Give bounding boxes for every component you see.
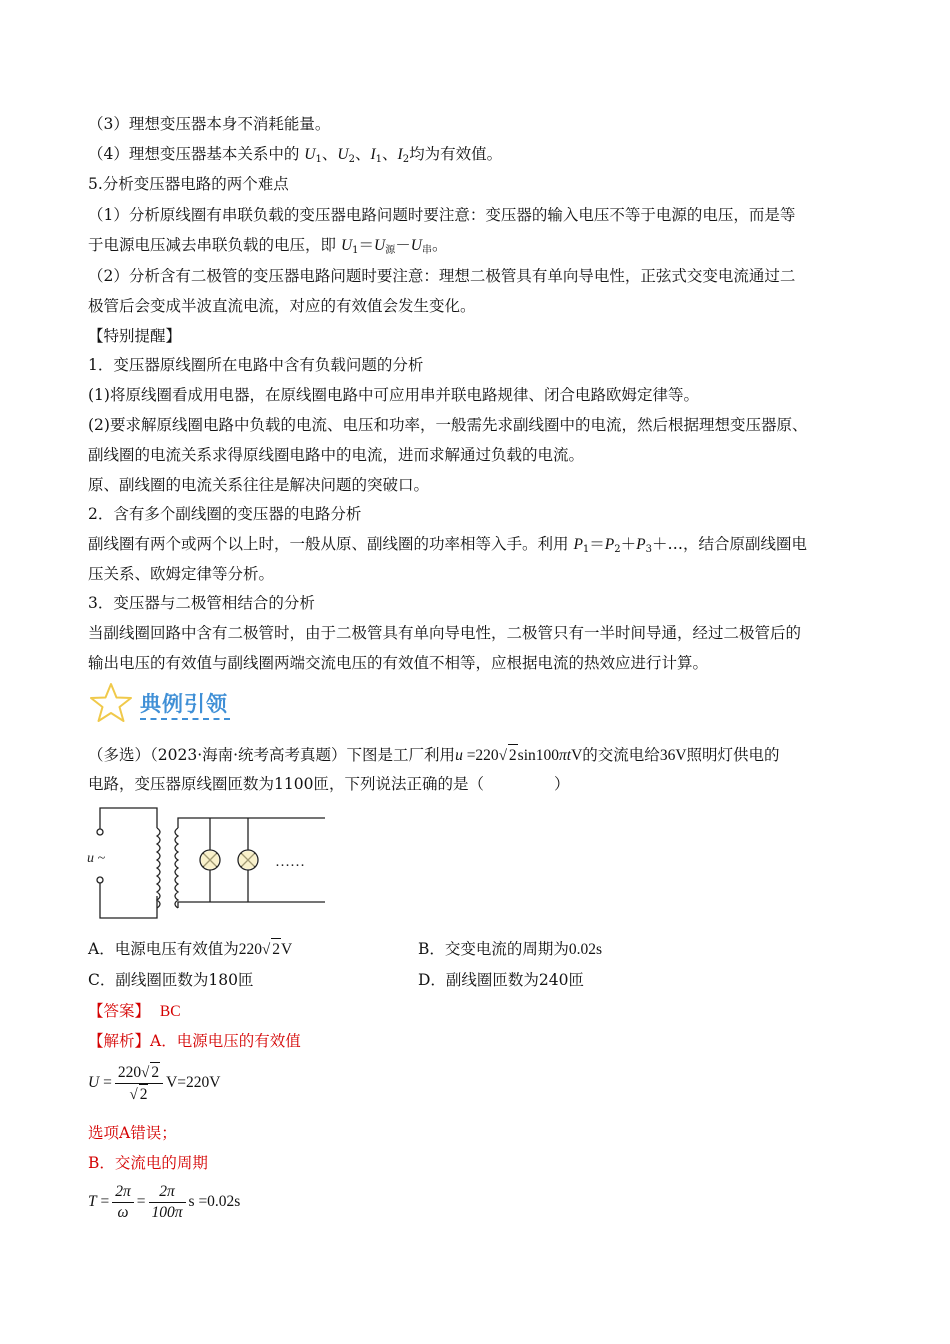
var-u: U — [337, 146, 349, 163]
question-line-1 — [88, 744, 780, 767]
subscript: 2 — [402, 154, 410, 165]
operator: ＝ — [358, 236, 375, 254]
operator: ＋ — [620, 535, 637, 553]
analysis-line — [88, 1030, 301, 1052]
choice-text: B．交变电流的周期为 — [418, 940, 569, 958]
var-p: P — [573, 536, 583, 553]
numerator: 2π — [112, 1182, 134, 1203]
var-i: I — [370, 146, 376, 163]
denominator: ω — [117, 1204, 129, 1221]
var-u: u — [455, 747, 463, 764]
text-span: 的交流电给 — [582, 746, 660, 764]
subscript: 3 — [645, 544, 652, 555]
text-span: 副线圈有两个或两个以上时，一般从原、副线圈的功率相等入手。利用 — [88, 535, 574, 553]
separator: 、 — [354, 145, 371, 163]
var-pi: π — [559, 747, 567, 764]
lamp-icon — [201, 851, 219, 869]
text-line: (2)要求解原线圈电路中负载的电流、电压和功率，一般需先求副线圈中的电流，然后根据理想变压器原、 — [88, 416, 808, 434]
text-span: 电路，变压器原线圈匝数为1100匝，下列说法正确的是（ — [88, 775, 484, 793]
text-line — [88, 533, 807, 561]
fraction: $\frac{220√ 2}{√ 2}$ — [115, 1062, 163, 1105]
var-t: T — [88, 1193, 97, 1211]
subscript: 1 — [375, 154, 383, 165]
formula: 0.02s — [568, 941, 603, 958]
choice-a[interactable] — [88, 938, 292, 961]
var-u: U — [88, 1074, 100, 1092]
text-span: 于电源电压减去串联负载的电压，即 — [88, 236, 341, 254]
radicand: 2 — [271, 938, 281, 961]
text-line: 压关系、欧姆定律等分析。 — [88, 565, 275, 583]
operator: = — [136, 1193, 146, 1211]
text-line: 极管后会变成半波直流电流，对应的有效值会发生变化。 — [88, 297, 476, 315]
var-p: P — [636, 536, 646, 553]
section-title: 典例引领 — [140, 692, 228, 716]
formula-part: 220 — [238, 941, 262, 958]
answer-line — [88, 1000, 181, 1023]
subscript: 串 — [421, 245, 432, 256]
var-p: P — [604, 536, 615, 553]
radicand: 2 — [139, 1086, 148, 1103]
choice-b[interactable] — [418, 938, 602, 961]
text-line: 3．变压器与二极管相结合的分析 — [88, 594, 315, 612]
formula-part: s =0.02s — [188, 1193, 241, 1211]
subscript: 1 — [315, 154, 322, 165]
var-u: U — [304, 146, 316, 163]
subscript: 2 — [348, 154, 355, 165]
analysis-conclusion: 选项A错误； — [88, 1124, 177, 1142]
formula — [239, 941, 292, 958]
formula-part: V=220V — [166, 1074, 221, 1092]
source-label: u ~ — [87, 851, 106, 866]
sqrt-sign: √ — [498, 748, 507, 764]
choice-text: A．电源电压有效值为 — [88, 940, 239, 958]
subscript: 1 — [582, 544, 590, 555]
operator: = — [96, 1193, 110, 1211]
separator: 、 — [321, 145, 338, 163]
var-u: U — [410, 237, 422, 254]
analysis-text: A．电源电压的有效值 — [150, 1032, 301, 1050]
text-span: 均为有效值。 — [409, 145, 503, 163]
text-line: （1）分析原线圈有串联负载的变压器电路问题时要注意：变压器的输入电压不等于电源的电压，而是等 — [88, 206, 796, 224]
fraction — [112, 1182, 134, 1223]
text-span: ） — [553, 775, 570, 793]
text-line: 2．含有多个副线圈的变压器的电路分析 — [88, 505, 362, 523]
lamp-icon — [239, 851, 257, 869]
analysis-text: B．交流电的周期 — [88, 1154, 208, 1172]
analysis-label: 【解析】 — [88, 1032, 151, 1050]
unit: V — [571, 747, 583, 764]
ellipsis: …… — [275, 854, 305, 870]
text-span: （多选）（2023·海南·统考高考真题）下图是工厂利用 — [88, 746, 456, 764]
choice-c[interactable]: C．副线圈匝数为180匝 — [88, 971, 254, 989]
transformer-circuit-diagram — [85, 800, 335, 925]
text-line: 当副线圈回路中含有二极管时，由于二极管具有单向导电性，二极管只有一半时间导通，经过二极管后的 — [88, 624, 802, 642]
title-underline — [140, 718, 230, 720]
subscript: 源 — [385, 245, 396, 256]
var-u: U — [340, 237, 353, 254]
text-span: （4）理想变压器基本关系中的 — [88, 145, 305, 163]
radicand: 2 — [508, 744, 518, 767]
text-line: 1．变压器原线圈所在电路中含有负载问题的分析 — [88, 356, 424, 374]
var-u: U — [374, 237, 386, 254]
var-t: t — [566, 747, 572, 764]
text-span: 照明灯供电的 — [686, 746, 780, 764]
operator: － — [395, 236, 411, 254]
numerator: 220 — [117, 1064, 142, 1081]
text-line — [88, 234, 447, 262]
text-line: 输出电压的有效值与副线圈两端交流电压的有效值不相等，应根据电流的热效应进行计算。 — [88, 654, 709, 672]
formula-part: =220 — [462, 747, 499, 764]
unit: V — [280, 941, 293, 958]
lamp-voltage: 36V — [659, 747, 687, 764]
sqrt-sign: √ — [261, 942, 271, 958]
choice-d[interactable]: D．副线圈匝数为240匝 — [418, 971, 585, 989]
text-line: 原、副线圈的电流关系往往是解决问题的突破口。 — [88, 476, 430, 494]
operator: = — [99, 1074, 112, 1092]
var-i: I — [397, 146, 403, 163]
star-icon — [88, 682, 134, 724]
text-line: （3）理想变压器本身不消耗能量。 — [88, 115, 331, 133]
separator: 、 — [382, 145, 398, 163]
text-span: 。 — [431, 236, 448, 254]
text-line: (1)将原线圈看成用电器，在原线圈电路中可应用串并联电路规律、闭合电路欧姆定律等。 — [88, 386, 699, 404]
equation-2 — [88, 1182, 240, 1223]
text-line — [88, 143, 502, 171]
subscript: 1 — [352, 245, 359, 256]
subscript: 2 — [614, 544, 621, 555]
text-line: 【特别提醒】 — [88, 327, 182, 345]
answer-value: BC — [159, 1003, 181, 1020]
radicand: 2 — [151, 1064, 160, 1081]
operator: ＝ — [589, 535, 605, 553]
answer-label: 【答案】 — [88, 1002, 151, 1020]
question-line-2 — [88, 773, 569, 795]
section-heading: 5.分析变压器电路的两个难点 — [88, 175, 289, 193]
text-line: 副线圈的电流关系求得原线圈电路中的电流，进而求解通过负载的电流。 — [88, 446, 585, 464]
text-line: （2）分析含有二极管的变压器电路问题时要注意：理想二极管具有单向导电性，正弦式交变电流通过二 — [88, 267, 796, 285]
formula — [455, 747, 582, 764]
equation-1 — [88, 1062, 220, 1105]
formula-part: sin100 — [517, 747, 560, 764]
denominator: 100π — [151, 1204, 183, 1221]
text-span: ＋…，结合原副线圈电 — [652, 535, 808, 553]
fraction — [149, 1182, 186, 1223]
numerator: 2π — [149, 1182, 186, 1203]
